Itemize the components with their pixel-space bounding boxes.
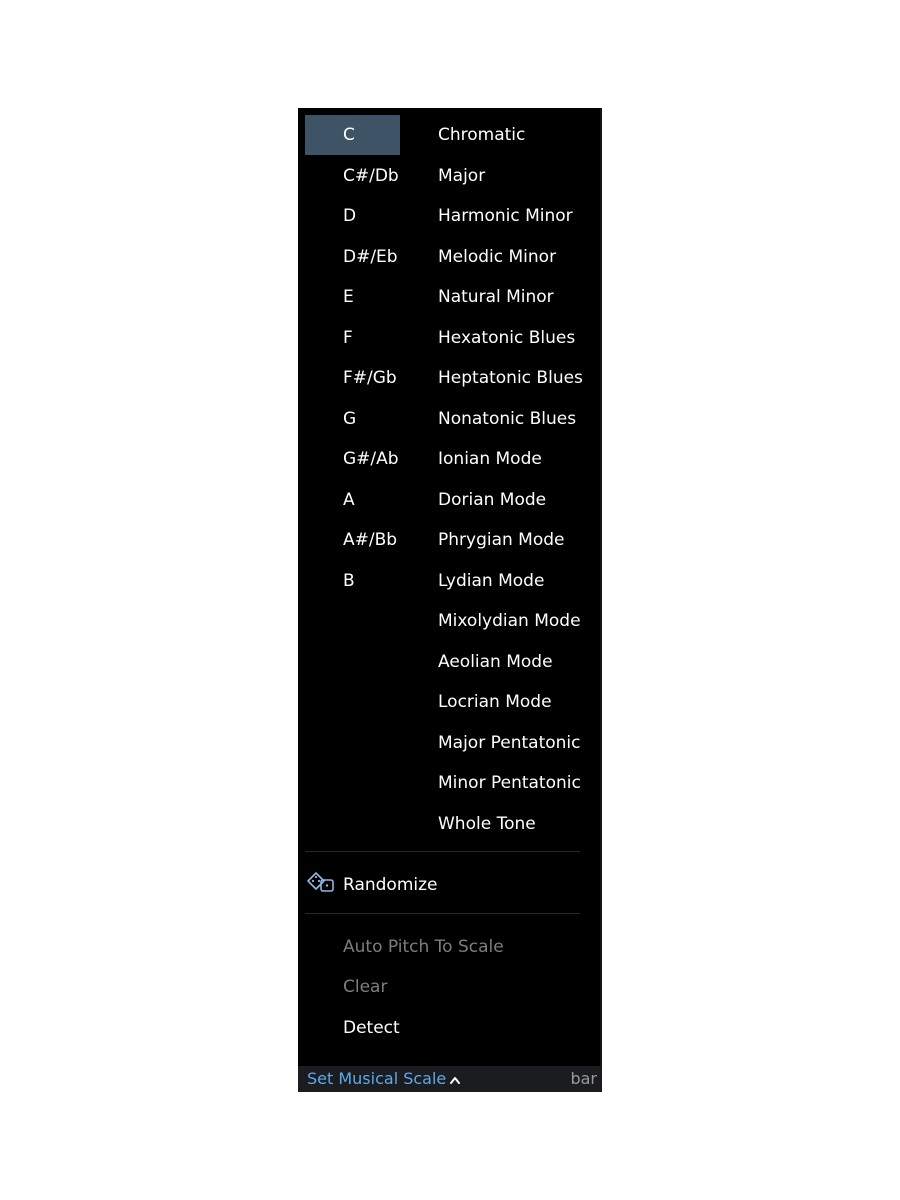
key-item-b[interactable]: B bbox=[343, 571, 355, 591]
scale-item-chromatic[interactable]: Chromatic bbox=[438, 125, 526, 145]
key-item-c[interactable]: C bbox=[305, 115, 400, 155]
menu-divider bbox=[305, 851, 580, 852]
scale-item-phrygian-mode[interactable]: Phrygian Mode bbox=[438, 530, 565, 550]
scale-item-minor-pentatonic[interactable]: Minor Pentatonic bbox=[438, 773, 581, 793]
clear-item[interactable]: Clear bbox=[343, 977, 388, 997]
musical-scale-menu bbox=[298, 108, 602, 1092]
scale-item-aeolian-mode[interactable]: Aeolian Mode bbox=[438, 652, 553, 672]
key-item-f[interactable]: F bbox=[343, 328, 353, 348]
scale-item-natural-minor[interactable]: Natural Minor bbox=[438, 287, 554, 307]
key-item-g-sharp[interactable]: G#/Ab bbox=[343, 449, 399, 469]
footer-bar bbox=[298, 1066, 602, 1092]
scale-item-heptatonic-blues[interactable]: Heptatonic Blues bbox=[438, 368, 583, 388]
menu-divider bbox=[305, 913, 580, 914]
scale-item-lydian-mode[interactable]: Lydian Mode bbox=[438, 571, 545, 591]
menu-scrollbar-edge bbox=[600, 108, 602, 1066]
scale-item-locrian-mode[interactable]: Locrian Mode bbox=[438, 692, 552, 712]
set-musical-scale-button[interactable] bbox=[307, 1066, 461, 1092]
randomize-item[interactable]: Randomize bbox=[343, 875, 438, 895]
scale-item-ionian-mode[interactable]: Ionian Mode bbox=[438, 449, 542, 469]
key-item-a[interactable]: A bbox=[343, 490, 355, 510]
auto-pitch-to-scale-item[interactable]: Auto Pitch To Scale bbox=[343, 937, 504, 957]
scale-item-whole-tone[interactable]: Whole Tone bbox=[438, 814, 536, 834]
key-item-g[interactable]: G bbox=[343, 409, 357, 429]
key-item-f-sharp[interactable]: F#/Gb bbox=[343, 368, 397, 388]
scale-item-melodic-minor[interactable]: Melodic Minor bbox=[438, 247, 557, 267]
key-item-e[interactable]: E bbox=[343, 287, 354, 307]
key-item-d[interactable]: D bbox=[343, 206, 357, 226]
scale-item-harmonic-minor[interactable]: Harmonic Minor bbox=[438, 206, 573, 226]
scale-item-hexatonic-blues[interactable]: Hexatonic Blues bbox=[438, 328, 576, 348]
chevron-up-icon bbox=[449, 1075, 461, 1085]
set-musical-scale-label: Set Musical Scale bbox=[307, 1069, 447, 1088]
footer-right-text: bar bbox=[570, 1069, 597, 1088]
scale-item-mixolydian-mode[interactable]: Mixolydian Mode bbox=[438, 611, 581, 631]
key-item-c-sharp[interactable]: C#/Db bbox=[343, 166, 399, 186]
scale-item-dorian-mode[interactable]: Dorian Mode bbox=[438, 490, 547, 510]
key-item-d-sharp[interactable]: D#/Eb bbox=[343, 247, 398, 267]
scale-item-major-pentatonic[interactable]: Major Pentatonic bbox=[438, 733, 581, 753]
detect-item[interactable]: Detect bbox=[343, 1018, 400, 1038]
key-item-a-sharp[interactable]: A#/Bb bbox=[343, 530, 398, 550]
scale-item-nonatonic-blues[interactable]: Nonatonic Blues bbox=[438, 409, 577, 429]
dice-icon bbox=[306, 870, 336, 894]
scale-item-major[interactable]: Major bbox=[438, 166, 486, 186]
